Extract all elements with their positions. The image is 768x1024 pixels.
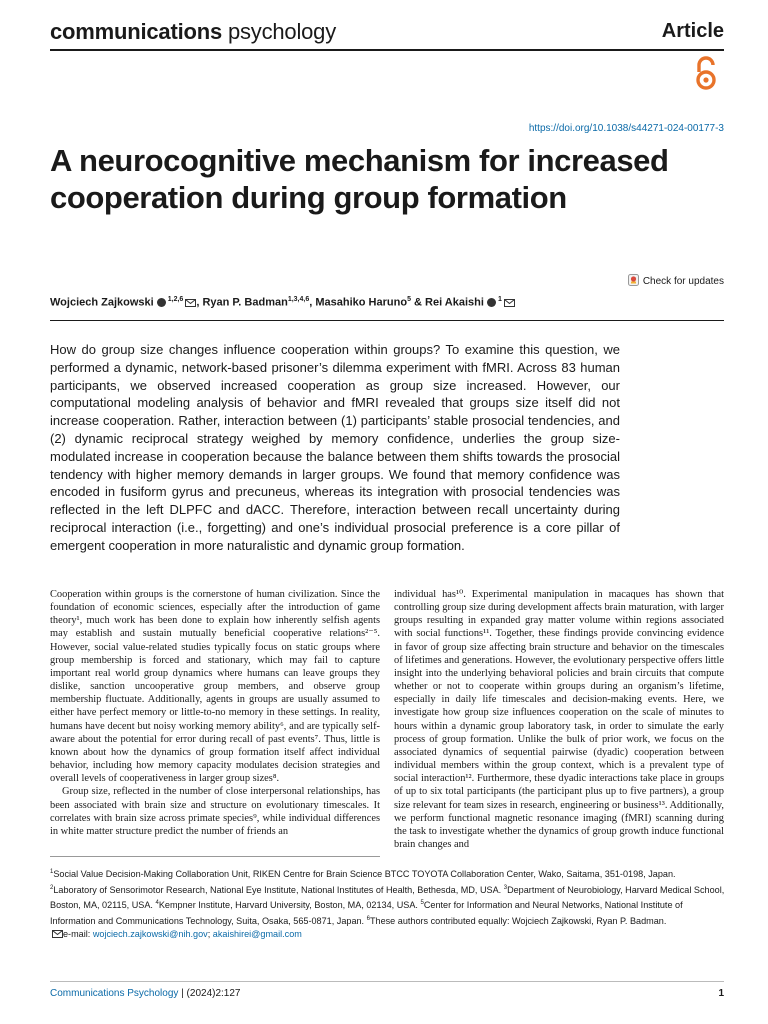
orcid-icon[interactable] bbox=[157, 298, 166, 307]
orcid-icon[interactable] bbox=[487, 298, 496, 307]
footer-citation: Communications Psychology | (2024)2:127 bbox=[50, 988, 241, 999]
affiliation-marker: 1 bbox=[497, 296, 502, 303]
abstract: How do group size changes influence cooperation within groups? To examine this question, we performed a dynamic, network-based prisoner’s dilemma experiment with fMRI. Across 83 human participants, we observed increased cooperation as group size increased. However, our computational modeling analysis of behavior and fMRI revealed that groups size itself did not increase cooperation. Rather, interaction between (1) participants’ stable prosocial tendencies, and (2) dynamic reciprocal strategy weighed by memory confidence, underlies the group size-modulated increase in cooperation because the balance between them shifts towards the prosocial tendency with higher memory demands in larger groups. We found that memory confidence was encoded in fusiform gyrus and precuneus, whereas its integration with prosocial tendencies was reflected in the left DLPFC and dACC. Therefore, interaction between recall uncertainty during reciprocal interaction (i.e., forgetting) and one’s individual prosocial preference is a core pillar of emergent cooperation in more naturalistic and dynamic group formation. bbox=[50, 342, 620, 553]
check-updates-icon bbox=[628, 274, 639, 286]
author-name[interactable]: Wojciech Zajkowski bbox=[50, 296, 154, 309]
page-number: 1 bbox=[718, 988, 724, 999]
journal-name: communications psychology bbox=[50, 19, 337, 44]
affiliation-marker: 5 bbox=[407, 296, 411, 303]
email-link[interactable]: akaishirei@gmail.com bbox=[212, 929, 302, 940]
author-name[interactable]: Rei Akaishi bbox=[425, 296, 484, 309]
author-rule bbox=[50, 320, 724, 321]
open-access-icon bbox=[694, 56, 718, 92]
email-icon[interactable] bbox=[185, 299, 196, 307]
affiliation-marker: 1,3,4,6 bbox=[287, 296, 310, 303]
doi-link[interactable]: https://doi.org/10.1038/s44271-024-00177-3 bbox=[528, 123, 724, 134]
body-column-right bbox=[394, 588, 724, 851]
body-paragraph: Cooperation within groups is the cornerstone of human civilization. Since the foundation of economic sciences, especially after the introduction of game theory¹, much work has been done to explain how inherently selfish agents may establish and sustain mutually beneficial cooperative relations²⁻⁵. However, social value-related studies typically focus on static groups where group membership is forced and stationary, which may fail to capture important real world group dynamics where humans can leave groups they dislike, sanction uncooperative group members, and observe group membership fluctuate. Additionally, agents in groups are usually assumed to either have perfect memory or little-to-no memory in these settings. In reality, humans have decent but noisy working memory ability⁶, and are typically self-aware about the potential for error during recall of past events⁷. Thus, little is known about how the dynamics of group formation itself affect individual behavior, including how memory capacity modulates decision strategies and overall levels of cooperativeness in larger group sizes⁸. bbox=[50, 589, 380, 785]
email-icon bbox=[52, 930, 63, 938]
footnote-rule bbox=[50, 856, 380, 857]
email-link[interactable]: wojciech.zajkowski@nih.gov bbox=[92, 929, 208, 940]
footer-rule bbox=[50, 981, 724, 982]
header-rule bbox=[50, 49, 724, 51]
affiliation-marker: 1,2,6 bbox=[167, 296, 184, 303]
email-icon[interactable] bbox=[504, 299, 515, 307]
article-type: Article bbox=[661, 20, 724, 42]
check-updates-button[interactable]: Check for updates bbox=[628, 274, 724, 287]
article-title: A neurocognitive mechanism for increased cooperation during group formation bbox=[50, 143, 669, 215]
author-name[interactable]: Ryan P. Badman bbox=[202, 296, 288, 309]
author-list: Wojciech Zajkowski $^{1,2,6}$ , Ryan P. Badman$^{1,3,4,6}$, Masahiko Haruno$^5$ & Rei Akaishi $^1$ bbox=[50, 296, 515, 309]
author-name[interactable]: Masahiko Haruno bbox=[315, 296, 408, 309]
footer-journal-link[interactable]: Communications Psychology bbox=[50, 988, 179, 999]
affiliations: $^1$Social Value Decision-Making Collaboration Unit, RIKEN Centre for Brain Science BTCC TOYOTA Collaboration Center, Wako, Saitama, 351-0198, Japan. $^2$Laboratory of Sensorimotor Research, National Eye Institute, National Institutes of Health, Bethesda, MD, USA. $^3$Department of Neurobiology, Harvard Medical School, Boston, MA, 02115, USA. $^4$Kempner Institute, Harvard University, Boston, MA, 02134, USA. $^5$Center for Information and Neural Networks, National Institute of Information and Communications Technology, Suita, Osaka, 565-0871, Japan. $^6$These authors contributed equally: Wojciech Zajkowski, Ryan P. Badman. e-mail: wojciech.zajkowski@nih.gov; akaishirei@gmail.com bbox=[50, 869, 725, 940]
body-column-left bbox=[50, 588, 380, 838]
body-paragraph: Group size, reflected in the number of close interpersonal relationships, has been associated with brain size and structure on evolutionary timescales. It correlates with brain size across primate species⁹, while individual differences in white matter structure predict the number of friends an bbox=[50, 786, 380, 837]
body-paragraph: individual has¹⁰. Experimental manipulation in macaques has shown that controlling group size during development affects brain maturation, with larger groups resulting in expanded gray matter volume within regions associated with social functions¹¹. Together, these findings provide convincing evidence in favor of group size affecting brain structure and behavior on the timescales of lifetimes and generations. However, the evolutionary perspective offers little insight into the underlying behavioral policies and brain circuits that compute whether or not to cooperate within groups during an organism’s lifetime, especially in daily life timescales and decision-making events. Here, we investigate how group size influences cooperation on the scale of minutes to hours within a dynamic group laboratory task, in order to simulate the early process of group formation. Unlike the bulk of prior work, we focus on the associated dynamics of sequential pairwise (dyadic) cooperation between individual members within the group context, which is a prevalent type of social interaction¹². Furthermore, these dyadic interactions take place in groups of up to six total participants (the participant plus up to five partners), a group size relevant for team sizes in research, engineering or business¹³. Additionally, we perform functional magnetic resonance imaging (fMRI) scanning during the task to investigate whether the dynamics of group growth induce functional brain changes and bbox=[394, 589, 724, 850]
